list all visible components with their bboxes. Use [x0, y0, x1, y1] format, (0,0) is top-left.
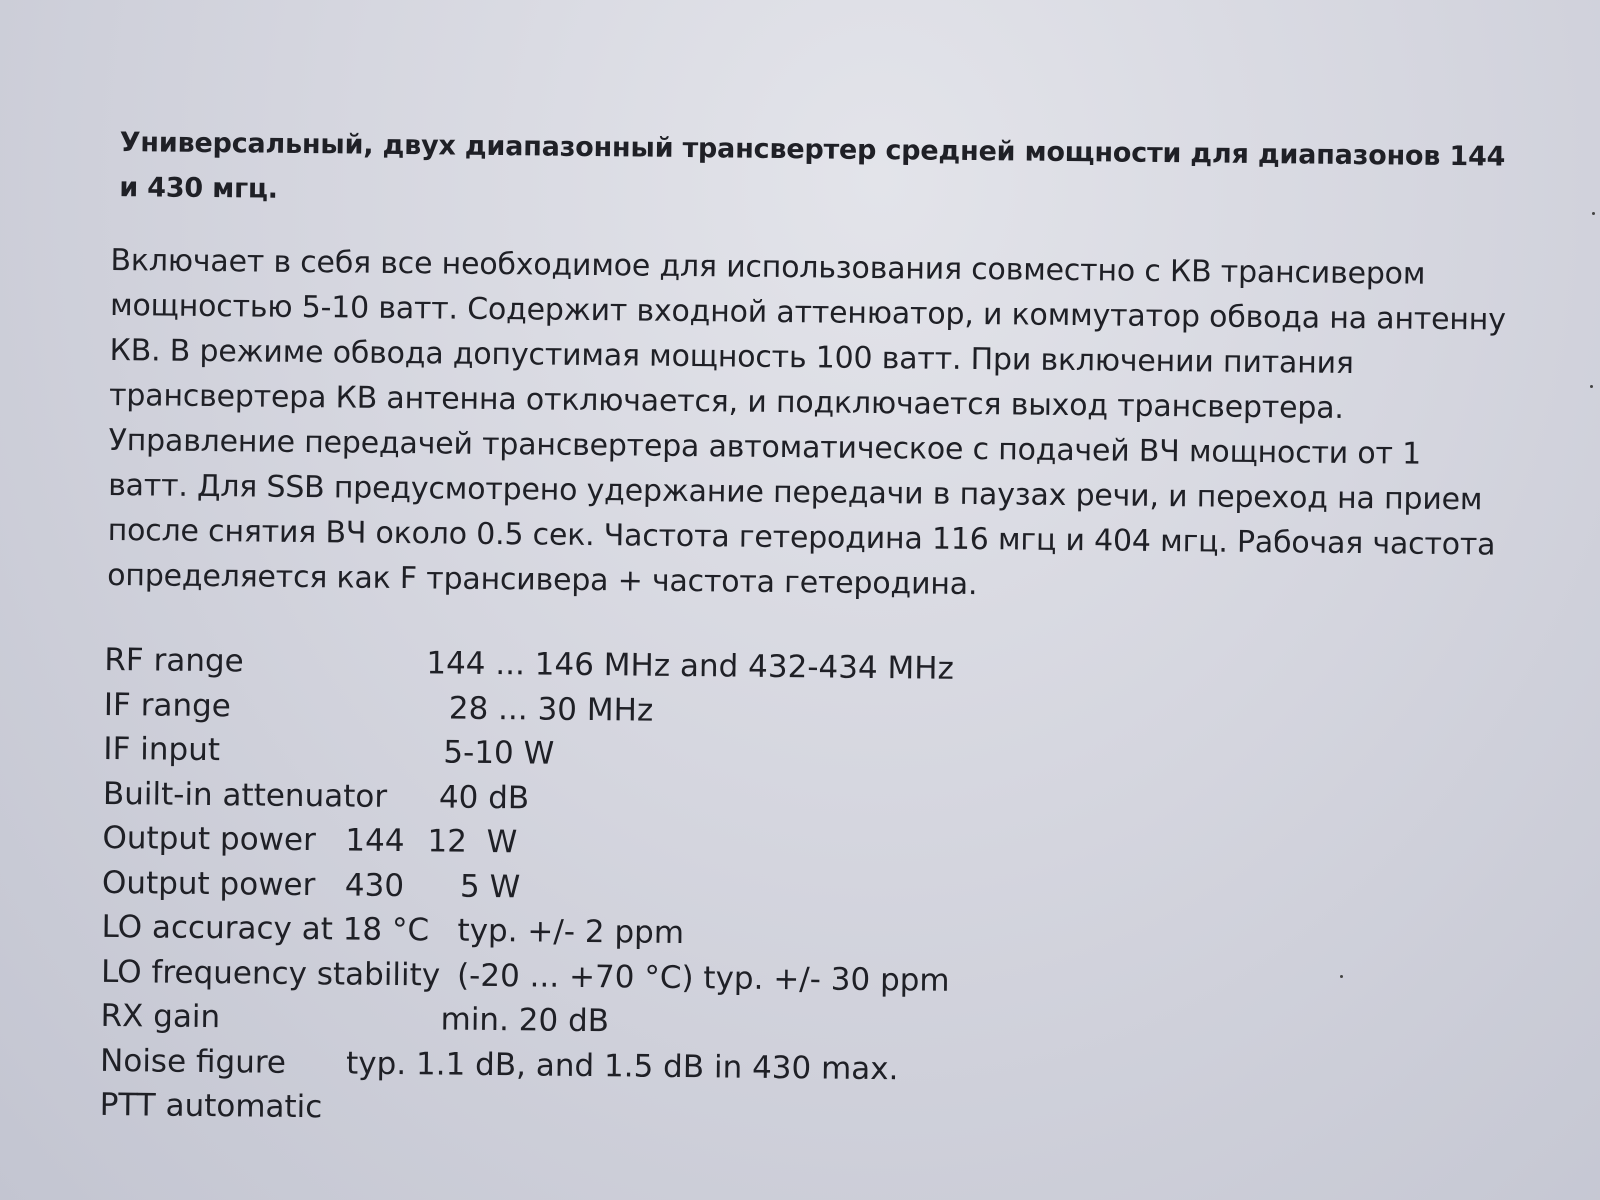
spec-label: Noise figure [99, 1042, 287, 1081]
spec-label: IF input [103, 730, 221, 769]
spec-label: RF range [104, 641, 244, 680]
document-description: Включает в себя все необходимое для использования совместно с КВ трансивером мощностью 5-10 ватт. Содержит входной аттенюатор, и коммутатор обвода на антенну КВ. В режиме обвода допустимая мощность 100 ватт. При включении питания трансвертера КВ антенна отключается, и подключается выход трансвертера. Управление передачей трансвертера автоматическое с подачей ВЧ мощности от 1 ватт. Для SSB предусмотрено удержание передачи в паузах речи, и переход на прием после снятия ВЧ около 0.5 сек. Частота гетеродина 116 мгц и 404 мгц. Рабочая частота определяется как F трансивера + частота гетеродина. [107, 242, 1506, 603]
spec-value: 5 W [459, 868, 521, 905]
spec-value: (-20 ... +70 °C) typ. +/- 30 ppm [456, 957, 950, 999]
spec-value: typ. 1.1 dB, and 1.5 dB in 430 max. [345, 1045, 899, 1087]
spec-label: IF range [103, 686, 232, 724]
spec-list [99, 638, 1506, 1142]
spec-label: RX gain [100, 997, 221, 1036]
spec-label: LO frequency stability [100, 953, 441, 993]
spec-value: 40 dB [438, 778, 530, 816]
spec-label: Output power 144 [102, 819, 405, 860]
spec-value: 28 ... 30 MHz [448, 690, 654, 729]
spec-label: LO accuracy at 18 °C [101, 908, 430, 949]
spec-value: 144 ... 146 MHz and 432-434 MHz [426, 645, 955, 687]
document-body [101, 120, 1511, 1142]
paper-speck [1592, 212, 1595, 215]
document-title: Универсальный, двух диапазонный трансвертер средней мощности для диапазонов 144 и 430 мгц. [119, 127, 1506, 205]
paper-speck [1590, 385, 1593, 388]
spec-label: PTT automatic [99, 1086, 323, 1126]
spec-value: 5-10 W [443, 734, 555, 772]
spec-value: 12 W [427, 823, 518, 861]
spec-label: Built-in attenuator [102, 775, 388, 815]
spec-value: min. 20 dB [440, 1001, 610, 1040]
spec-label: Output power 430 [101, 864, 405, 904]
spec-value: typ. +/- 2 ppm [457, 912, 685, 952]
paper-speck [1340, 975, 1343, 978]
